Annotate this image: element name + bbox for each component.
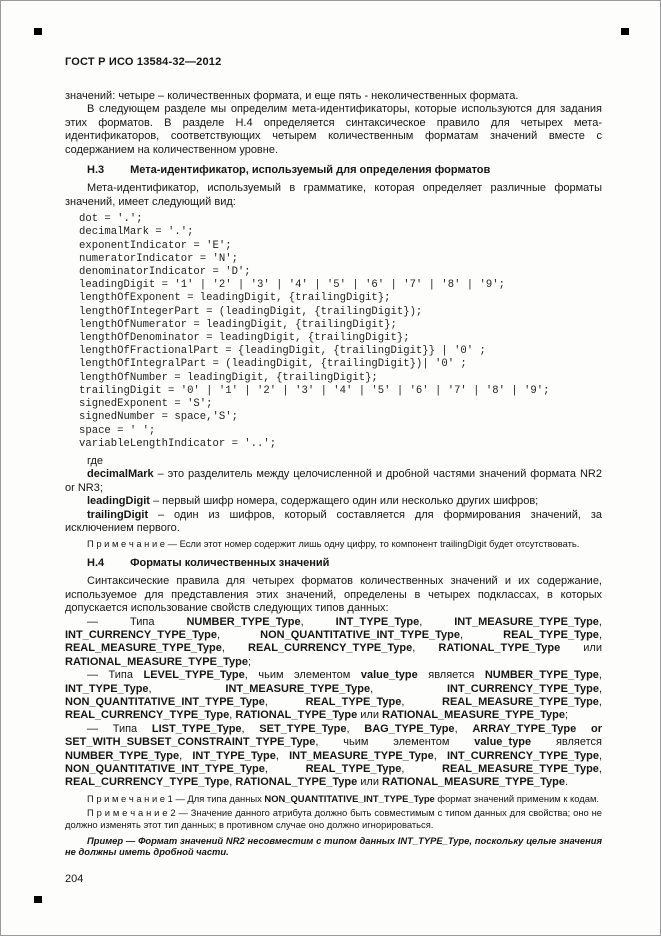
bold-text-run: NUMBER_TYPE_Type [484,669,599,682]
text-run: П р и м е ч а н и е 1 — Для типа данных [87,792,265,804]
bold-text-run: BAG_TYPE_Type [364,722,455,735]
bold-text-run: NON_QUANTITATIVE_INT_TYPE_Type [264,792,435,804]
text-run: , [412,642,439,655]
code-line: trailingDigit = '0' | '1' | '2' | '3' | '4' | '5' | '6' | '7' | '8' | '9'; [79,384,550,397]
definition-decimalmark [65,468,602,495]
note-h4-2 [65,807,602,830]
text-run: , [598,615,602,628]
paragraph-h3-intro [65,182,602,209]
text-run: – один из шифров, который составляется для формирования значений, за исключением первого. [65,508,602,534]
heading-h4 [65,557,602,570]
text-run: или [357,776,383,789]
text-run: , [598,763,602,776]
bold-text-run: NUMBER_TYPE_Type [186,615,301,628]
bold-text-run: RATIONAL_TYPE_Type [438,642,561,655]
code-line: decimalMark = '.'; [79,226,194,239]
bold-text-run: NON_QUANTITATIVE_INT_TYPE_Type [260,628,461,641]
text-run: , [217,628,261,641]
text-run: П р и м е ч а н и е — Если этот номер содержит лишь одну цифру, то компонент trailingDigit будет отсутствовать. [87,538,580,550]
bold-text-run: INT_MEASURE_TYPE_Type [454,615,599,628]
text-run: , чьим элементом [244,669,361,682]
text-run: , [460,628,504,641]
bold-text-run: REAL_MEASURE_TYPE_Type [65,642,222,655]
bold-text-run: REAL_TYPE_Type [503,628,599,641]
text-run: ; [565,709,569,722]
paragraph-h4-intro [65,575,602,615]
bold-text-run: or [590,722,602,735]
heading-number: Н.4 [87,556,105,569]
bold-text-run: INT_CURRENCY_TYPE_Type [446,749,599,762]
text-run: , [598,749,602,762]
text-run [576,723,591,735]
heading-h3 [65,164,602,177]
code-line: exponentIndicator = 'E'; [79,239,232,252]
bold-text-run: NON_QUANTITATIVE_INT_TYPE_Type [65,696,265,708]
text-run: , [221,642,249,655]
bold-text-run: INT_TYPE_Type [192,749,276,762]
bold-text-run: REAL_CURRENCY_TYPE_Type [65,709,230,722]
code-line: leadingDigit = '1' | '2' | '3' | '4' | '5' | '6' | '7' | '8' | '9'; [79,279,505,292]
code-line: signedExponent = 'S'; [79,398,213,411]
registration-mark-top-left [34,28,42,35]
text-run: , [419,615,455,628]
bold-text-run: INT_TYPE_Type [65,682,149,695]
heading-title: Мета-идентификатор, используемый для определения форматов [130,164,491,177]
text-run: , [598,669,602,682]
paragraph-intro-2 [65,103,602,157]
text-run: , [300,615,336,628]
paragraph-where [65,455,602,468]
text-run: , [241,722,260,735]
text-run: , [229,776,236,789]
bold-text-run: REAL_MEASURE_TYPE_Type [442,763,599,776]
text-run: — Типа [87,722,152,735]
text-run: , [264,763,306,776]
bold-text-run: RATIONAL_TYPE_Type [235,776,358,789]
bold-text-run: LEVEL_TYPE_Type [143,669,245,682]
text-run: , [401,696,443,708]
text-run: , [598,682,602,695]
bold-text-run: SET_TYPE_Type [259,722,347,735]
text-run: является [417,669,485,682]
text-run: значений: четыре – количественных формата, и еще пять - неколичественных формата. [65,90,519,102]
bold-text-run: NUMBER_TYPE_Type [65,749,180,762]
paragraph-intro-1 [65,90,602,103]
text-run: Пример — Формат значений NR2 несовместим с типом данных INT_TYPE_Type, поскольку целые значения не должны иметь дробной части. [65,834,602,858]
bold-text-run: INT_CURRENCY_TYPE_Type [446,682,599,695]
code-line: lengthOfDenominator = leadingDigit, {trailingDigit}; [79,332,410,345]
text-run: . [565,776,569,789]
text-run: , [275,749,290,762]
bold-text-run: RATIONAL_MEASURE_TYPE_Type [382,709,565,722]
text-run: или [357,709,383,722]
code-line: dot = '.'; [79,213,143,226]
text-run: – это разделитель между целочисленной и дробной частями значений формата NR2 or NR3; [65,468,602,494]
note-h4-1 [65,793,602,805]
heading-number: Н.3 [87,164,105,177]
text-run: где [87,454,104,467]
bold-text-run: RATIONAL_MEASURE_TYPE_Type [65,655,248,668]
page-number: 204 [65,873,84,885]
grammar-code-block [65,213,602,451]
text-run: Мета-идентификатор, используемый в грамматике, которая определяет различные форматы значений, имеет следующий вид: [65,182,602,208]
text-run: , [346,722,365,735]
code-line: signedNumber = space,'S'; [79,411,238,424]
bold-text-run: REAL_CURRENCY_TYPE_Type [248,642,413,655]
document-content [65,90,602,862]
code-line: lengthOfIntegerPart = (leadingDigit, {trailingDigit}); [79,305,423,318]
bold-text-run: leadingDigit [87,495,150,508]
page-header: ГОСТ Р ИСО 13584-32—2012 [65,56,222,68]
text-run: является [531,736,602,749]
text-run: , [229,709,236,722]
code-line: space = ' '; [79,424,156,437]
bold-text-run: REAL_CURRENCY_TYPE_Type [65,776,230,789]
list-item-types-1 [65,616,602,670]
text-run: , [598,628,602,641]
text-run: , чьим элементом [315,736,475,749]
bold-text-run: decimalMark [87,468,154,481]
text-run: , [433,749,447,762]
bold-text-run: RATIONAL_TYPE_Type [235,709,358,722]
text-run: , [454,722,473,735]
bold-text-run: value_type [474,736,532,749]
bold-text-run: LIST_TYPE_Type [151,722,242,735]
text-run: — Типа [87,669,144,682]
bold-text-run: INT_TYPE_Type [335,615,420,628]
note-h3 [65,538,602,550]
bold-text-run: REAL_TYPE_Type [305,696,402,708]
bold-text-run: trailingDigit [87,508,149,521]
code-line: lengthOfIntegralPart = (leadingDigit, {trailingDigit})| '0' ; [79,358,467,371]
text-run: , [598,696,602,708]
list-item-types-2 [65,669,602,723]
registration-mark-top-right [621,28,629,35]
heading-title: Форматы количественных значений [130,556,330,569]
text-run: — Типа [87,615,187,628]
bold-text-run: RATIONAL_MEASURE_TYPE_Type [382,776,565,789]
bold-text-run: INT_CURRENCY_TYPE_Type [65,628,217,641]
code-line: numeratorIndicator = 'N'; [79,252,238,265]
text-run: , [370,682,447,695]
bold-text-run: SET_WITH_SUBSET_CONSTRAINT_TYPE_Type [65,736,316,749]
bold-text-run: NON_QUANTITATIVE_INT_TYPE_Type [65,763,265,776]
text-run: , [264,696,306,708]
text-run: – первый шифр номера, содержащего один или несколько других шифров; [149,495,539,508]
code-line: denominatorIndicator = 'D'; [79,266,251,279]
text-run: , [401,763,443,776]
bold-text-run: INT_MEASURE_TYPE_Type [289,749,434,762]
text-run: , [148,682,226,695]
text-run: Синтаксические правила для четырех форматов количественных значений и их содержание, используемое для представления этих значений, определены в четырех подклассах, в которых допускается использование свойств следующих типов данных: [65,575,602,615]
bold-text-run: REAL_MEASURE_TYPE_Type [442,696,599,708]
list-item-types-3 [65,723,602,790]
definition-trailingdigit [65,509,602,536]
code-line: lengthOfExponent = leadingDigit, {trailingDigit}; [79,292,391,305]
code-line: lengthOfFractionalPart = {leadingDigit, {trailingDigit}} | '0' ; [79,345,486,358]
bold-text-run: REAL_TYPE_Type [305,763,402,776]
code-line: lengthOfNumerator = leadingDigit, {trailingDigit}; [79,318,397,331]
code-line: lengthOfNumber = leadingDigit, {trailingDigit}; [79,371,378,384]
text-run: или [560,642,602,655]
bold-text-run: value_type [360,669,418,682]
bold-text-run: ARRAY_TYPE_Type [472,722,577,735]
bold-text-run: INT_MEASURE_TYPE_Type [225,682,371,695]
registration-mark-bottom-left [34,896,42,903]
text-run: ; [247,655,252,668]
definition-leadingdigit [65,495,602,508]
text-run: П р и м е ч а н и е 2 — Значение данного атрибута должно быть совместимым с типом данных для свойства; оно не должно изменять этот тип данных; в противном случае оно должно игнорироваться. [65,807,602,831]
example-paragraph [65,835,602,858]
text-run: В следующем разделе мы определим мета-идентификаторы, которые используются для задания этих форматов. В разделе Н.4 определяется синтаксическое правило для четырех мета-идентификаторов, соответствующих четырем количественным форматам значений вместе с содержанием на количественном уровне. [65,103,602,156]
text-run: формат значений применим к кодам. [434,792,600,804]
code-line: variableLengthIndicator = '..'; [79,437,277,450]
text-run: , [179,749,193,762]
